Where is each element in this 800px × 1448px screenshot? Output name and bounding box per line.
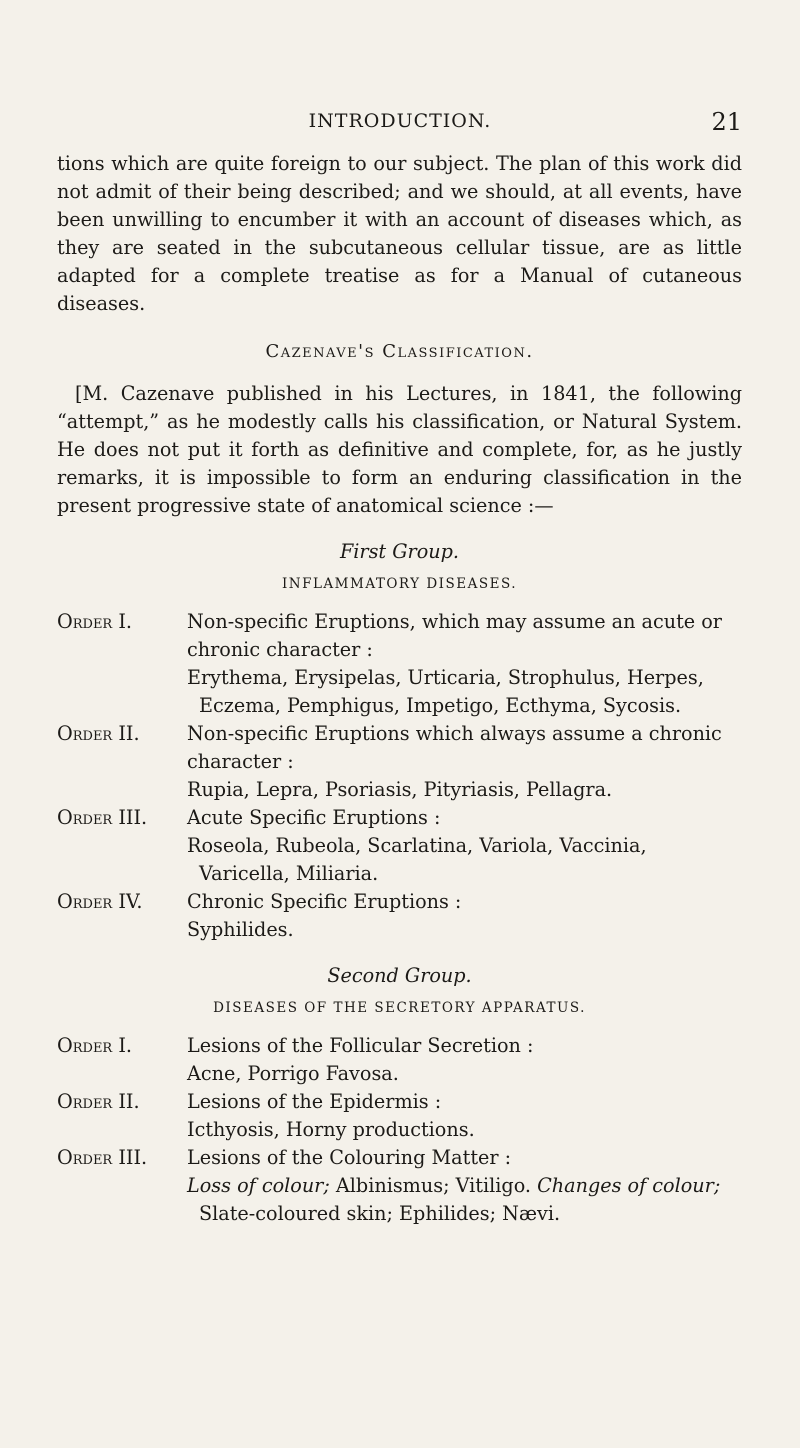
order-entry [57,608,742,664]
group-subtitle: INFLAMMATORY DISEASES. [281,576,518,592]
order-description: Non-specific Eruptions which always assume a chronic character : [187,722,722,773]
disease-list [187,1172,742,1228]
order-description: Acute Specific Eruptions : [187,806,441,829]
order-label: Order III. [57,806,148,829]
order-description: Lesions of the Colouring Matter : [187,1146,512,1169]
order-description: Lesions of the Epidermis : [187,1090,442,1113]
intro-paragraph: tions which are quite foreign to our subject. The plan of this work did not admit of their being described; and we should, at all events, have been unwilling to encumber it with an account of diseases which, as they are seated in the subcutaneous cellular tissue, are as little adapted for a complete treatise as for a Manual of cutaneous diseases. [57,152,742,315]
order-entry [57,1032,742,1060]
group-subtitle: DISEASES OF THE SECRETORY APPARATUS. [213,1000,586,1016]
order-description: Lesions of the Follicular Secretion : [187,1034,534,1057]
order-entry [57,888,742,916]
group-title: Second Group. [327,964,472,987]
order-label: Order II. [57,1090,140,1113]
classification-paragraph: [M. Cazenave published in his Lectures, in 1841, the following “attempt,” as he modestly calls his classification, or Natural System. He does not put it forth as definitive and complete, for, as he justly remarks, it is impossible to form an enduring classification in the present progressive state of anatomical science :— [57,382,742,517]
section-heading: Cazenave's Classification. [265,341,534,362]
disease-list: Roseola, Rubeola, Scarlatina, Variola, Vaccinia, Varicella, Miliaria. [187,834,647,885]
order-entry [57,1144,742,1172]
running-head: INTRODUCTION. [308,110,492,132]
order-description: Chronic Specific Eruptions : [187,890,462,913]
page-number: 21 [711,108,742,136]
disease-category: Changes of colour; [537,1174,721,1197]
disease-items: Albinismus; Vitiligo. [329,1174,538,1197]
disease-list: Erythema, Erysipelas, Urticaria, Strophulus, Herpes, Eczema, Pemphigus, Impetigo, Ecthyma, Sycosis. [187,666,704,717]
order-entry [57,720,742,776]
disease-list: Rupia, Lepra, Psoriasis, Pityriasis, Pellagra. [187,778,613,801]
disease-list: Syphilides. [187,918,294,941]
page-header [0,108,800,138]
order-label: Order IV. [57,890,143,913]
disease-list: Acne, Porrigo Favosa. [187,1062,399,1085]
order-label: Order I. [57,1034,132,1057]
order-label: Order II. [57,722,140,745]
order-description: Non-specific Eruptions, which may assume an acute or chronic character : [187,610,722,661]
disease-items: Slate-coloured skin; Ephilides; Nævi. [199,1202,561,1225]
order-entry [57,804,742,832]
order-label: Order III. [57,1146,148,1169]
page-body [57,150,742,1228]
group-title: First Group. [339,540,460,563]
order-entry [57,1088,742,1116]
disease-category: Loss of colour; [187,1174,330,1197]
order-label: Order I. [57,610,132,633]
disease-list: Icthyosis, Horny productions. [187,1118,475,1141]
